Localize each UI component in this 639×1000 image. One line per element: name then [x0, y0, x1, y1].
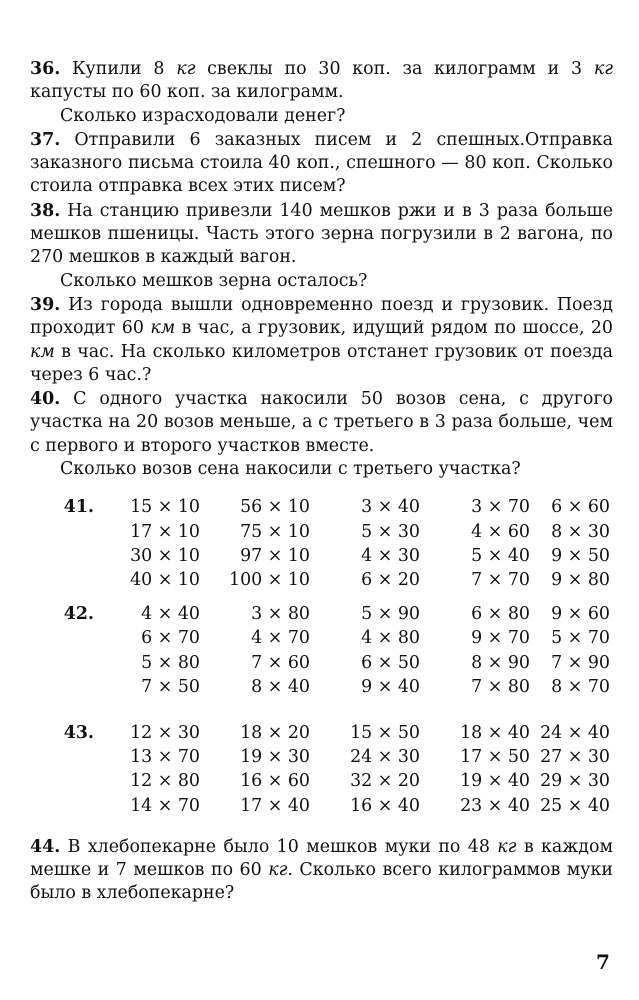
expression: 32 × 20 [350, 771, 420, 792]
problem-number: 44. [30, 836, 61, 857]
expression: 100 × 10 [229, 569, 310, 590]
expression: 75 × 10 [240, 521, 310, 542]
expression: 97 × 10 [240, 545, 310, 566]
problem-number: 38. [30, 200, 61, 221]
problem-text: В хлебопекарне было 10 мешков муки по 48 [67, 836, 498, 857]
problem-question: Сколько мешков зерна осталось? [60, 270, 368, 291]
expression: 5 × 40 [471, 545, 530, 566]
expression: 5 × 80 [141, 652, 200, 673]
expression: 16 × 60 [240, 771, 310, 792]
expression: 9 × 70 [471, 628, 530, 649]
expression: 29 × 30 [540, 771, 610, 792]
problem-38 [30, 200, 613, 293]
expression: 6 × 70 [141, 628, 200, 649]
expression: 13 × 70 [130, 747, 200, 768]
exercise-number: 41. [63, 497, 94, 518]
problem-40 [30, 388, 613, 481]
problem-text: капусты по 60 коп. за килограмм. [30, 82, 344, 103]
expression: 7 × 80 [471, 676, 530, 697]
expression: 5 × 30 [361, 521, 420, 542]
expression: 23 × 40 [460, 795, 530, 816]
expression: 15 × 50 [350, 722, 420, 743]
expression: 9 × 60 [551, 604, 610, 625]
problem-text: в час, а грузовик, идущий рядом по шоссе, 20 [175, 318, 613, 339]
unit-text: кг [268, 860, 288, 881]
expression: 25 × 40 [540, 795, 610, 816]
exercise-43-grid [30, 721, 613, 818]
problem-number: 37. [30, 129, 61, 150]
expression: 4 × 60 [471, 521, 530, 542]
expression: 7 × 70 [471, 569, 530, 590]
expression: 9 × 50 [551, 545, 610, 566]
problem-44 [30, 836, 613, 906]
expression: 4 × 40 [141, 604, 200, 625]
problem-text: в час. На сколько километров отстанет грузовик от поезда через 6 час.? [30, 341, 613, 385]
expression: 14 × 70 [130, 795, 200, 816]
unit-text: км [150, 318, 176, 339]
expression: 8 × 90 [471, 652, 530, 673]
expression: 19 × 30 [240, 747, 310, 768]
expression: 9 × 40 [361, 676, 420, 697]
unit-text: км [30, 341, 55, 362]
unit-text: кг [593, 59, 613, 79]
problem-text: Купили 8 [72, 59, 177, 79]
expression: 16 × 40 [350, 795, 420, 816]
expression: 6 × 80 [471, 604, 530, 625]
problem-question: Сколько возов сена накосили с третьего участка? [60, 459, 521, 480]
problem-text: Отправили 6 заказных писем и 2 спешных.Отправка заказного письма стоила 40 коп., спешного — 80 коп. Сколько стоила отправка всех этих писем? [30, 129, 613, 197]
expression: 9 × 80 [551, 569, 610, 590]
expression: 7 × 50 [141, 676, 200, 697]
problem-text: в каждом мешке и 7 мешков по 60 [30, 836, 613, 881]
expression: 17 × 10 [130, 521, 200, 542]
problem-36 [30, 58, 613, 128]
problem-text: С одного участка накосили 50 возов сена, с другого участка на 20 возов меньше, а с третьего в 3 раза больше, чем с первого и второго участков вместе. [30, 389, 613, 456]
expression: 7 × 60 [251, 652, 310, 673]
expression: 6 × 50 [361, 652, 420, 673]
problem-number: 40. [30, 389, 61, 410]
problem-39 [30, 294, 613, 387]
problem-37 [30, 129, 613, 199]
expression: 8 × 30 [551, 521, 610, 542]
expression: 30 × 10 [130, 545, 200, 566]
expression: 17 × 40 [240, 795, 310, 816]
problem-text: Из города вышли одновременно поезд и грузовик. Поезд проходит 60 [30, 294, 613, 339]
expression: 18 × 40 [460, 722, 530, 743]
expression: 6 × 20 [361, 569, 420, 590]
problem-number: 39. [30, 294, 61, 315]
expression: 56 × 10 [240, 497, 310, 518]
expression: 5 × 70 [551, 628, 610, 649]
expression: 27 × 30 [540, 747, 610, 768]
page-content [30, 58, 613, 906]
expression: 3 × 40 [361, 497, 420, 518]
expression: 12 × 80 [130, 771, 200, 792]
expression: 8 × 70 [551, 676, 610, 697]
exercise-42-grid [30, 602, 613, 699]
problem-text: . Сколько всего килограммов муки было в хлебопекарне? [30, 860, 614, 904]
problem-text: свеклы по 30 коп. за килограмм и 3 [195, 59, 594, 79]
expression: 8 × 40 [251, 676, 310, 697]
expression: 12 × 30 [130, 722, 200, 743]
expression: 7 × 90 [551, 652, 610, 673]
expression: 19 × 40 [460, 771, 530, 792]
expression: 4 × 30 [361, 545, 420, 566]
unit-text: кг [497, 836, 517, 857]
expression: 3 × 70 [471, 497, 530, 518]
page-number: 7 [596, 950, 610, 974]
expression: 15 × 10 [130, 497, 200, 518]
expression: 40 × 10 [130, 569, 200, 590]
problem-number: 36. [30, 59, 61, 79]
expression: 24 × 30 [350, 747, 420, 768]
exercise-41-grid [30, 495, 613, 592]
exercise-number: 43. [63, 722, 94, 743]
expression: 24 × 40 [540, 722, 610, 743]
expression: 4 × 70 [251, 628, 310, 649]
unit-text: кг [176, 59, 196, 79]
expression: 6 × 60 [551, 497, 610, 518]
problem-question: Сколько израсходовали денег? [60, 105, 346, 126]
expression: 5 × 90 [361, 604, 420, 625]
problem-text: На станцию привезли 140 мешков ржи и в 3 раза больше мешков пшеницы. Часть этого зерна погрузили в 2 вагона, по 270 мешков в каждый вагон. [30, 200, 613, 268]
expression: 18 × 20 [240, 722, 310, 743]
expression: 17 × 50 [460, 747, 530, 768]
expression: 4 × 80 [361, 628, 420, 649]
expression: 3 × 80 [251, 604, 310, 625]
exercise-number: 42. [63, 604, 94, 625]
